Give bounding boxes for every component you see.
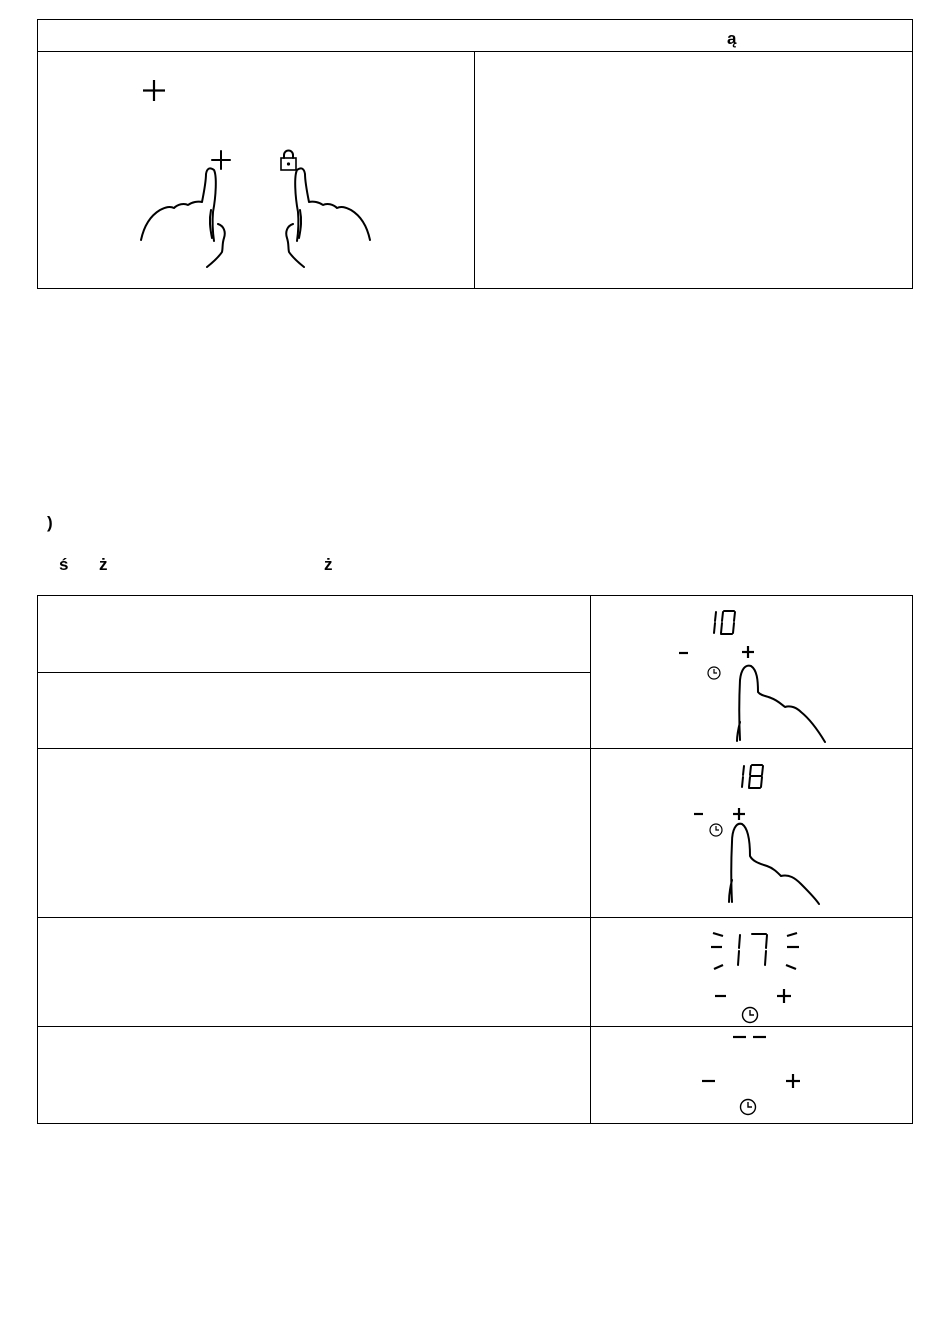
right-hand bbox=[286, 168, 370, 267]
clock-icon bbox=[741, 1100, 756, 1115]
closing-parenthesis: ) bbox=[47, 513, 53, 532]
row-divider-3 bbox=[37, 1026, 913, 1027]
seven-segment-digits bbox=[742, 765, 763, 788]
two-hands-illustration bbox=[138, 146, 378, 271]
timer-panel-row-3 bbox=[595, 921, 905, 1024]
seven-segment-digits bbox=[738, 934, 767, 965]
seven-segment-digits bbox=[714, 611, 735, 634]
top-table-column-divider bbox=[474, 51, 475, 289]
bottom-table-column-divider bbox=[590, 595, 591, 1124]
top-table-header-divider bbox=[37, 51, 913, 52]
clock-icon bbox=[708, 667, 720, 679]
plus-icon bbox=[733, 808, 745, 820]
row-divider-1 bbox=[37, 748, 913, 749]
flash-rays bbox=[711, 933, 799, 969]
plus-icon bbox=[742, 646, 754, 658]
clock-icon bbox=[743, 1008, 758, 1023]
pointing-hand bbox=[737, 666, 825, 742]
top-table-header-text: ą bbox=[727, 29, 737, 48]
pointing-hand bbox=[729, 824, 819, 904]
char-z-dot-1: ż bbox=[99, 555, 108, 574]
plus-icon bbox=[777, 989, 791, 1003]
small-plus-icon bbox=[212, 151, 230, 169]
row-divider-2 bbox=[37, 917, 913, 918]
plus-icon bbox=[786, 1074, 800, 1088]
plus-icon bbox=[142, 79, 166, 103]
row-divider-1a bbox=[37, 672, 590, 673]
char-s-acute: ś bbox=[59, 555, 69, 574]
timer-panel-row-1 bbox=[595, 600, 905, 745]
timer-panel-row-4 bbox=[595, 1028, 905, 1122]
lock-icon bbox=[281, 151, 296, 171]
timer-panel-row-2 bbox=[595, 752, 905, 912]
char-z-dot-2: ż bbox=[324, 555, 333, 574]
left-hand bbox=[141, 168, 225, 267]
clock-icon bbox=[710, 824, 722, 836]
